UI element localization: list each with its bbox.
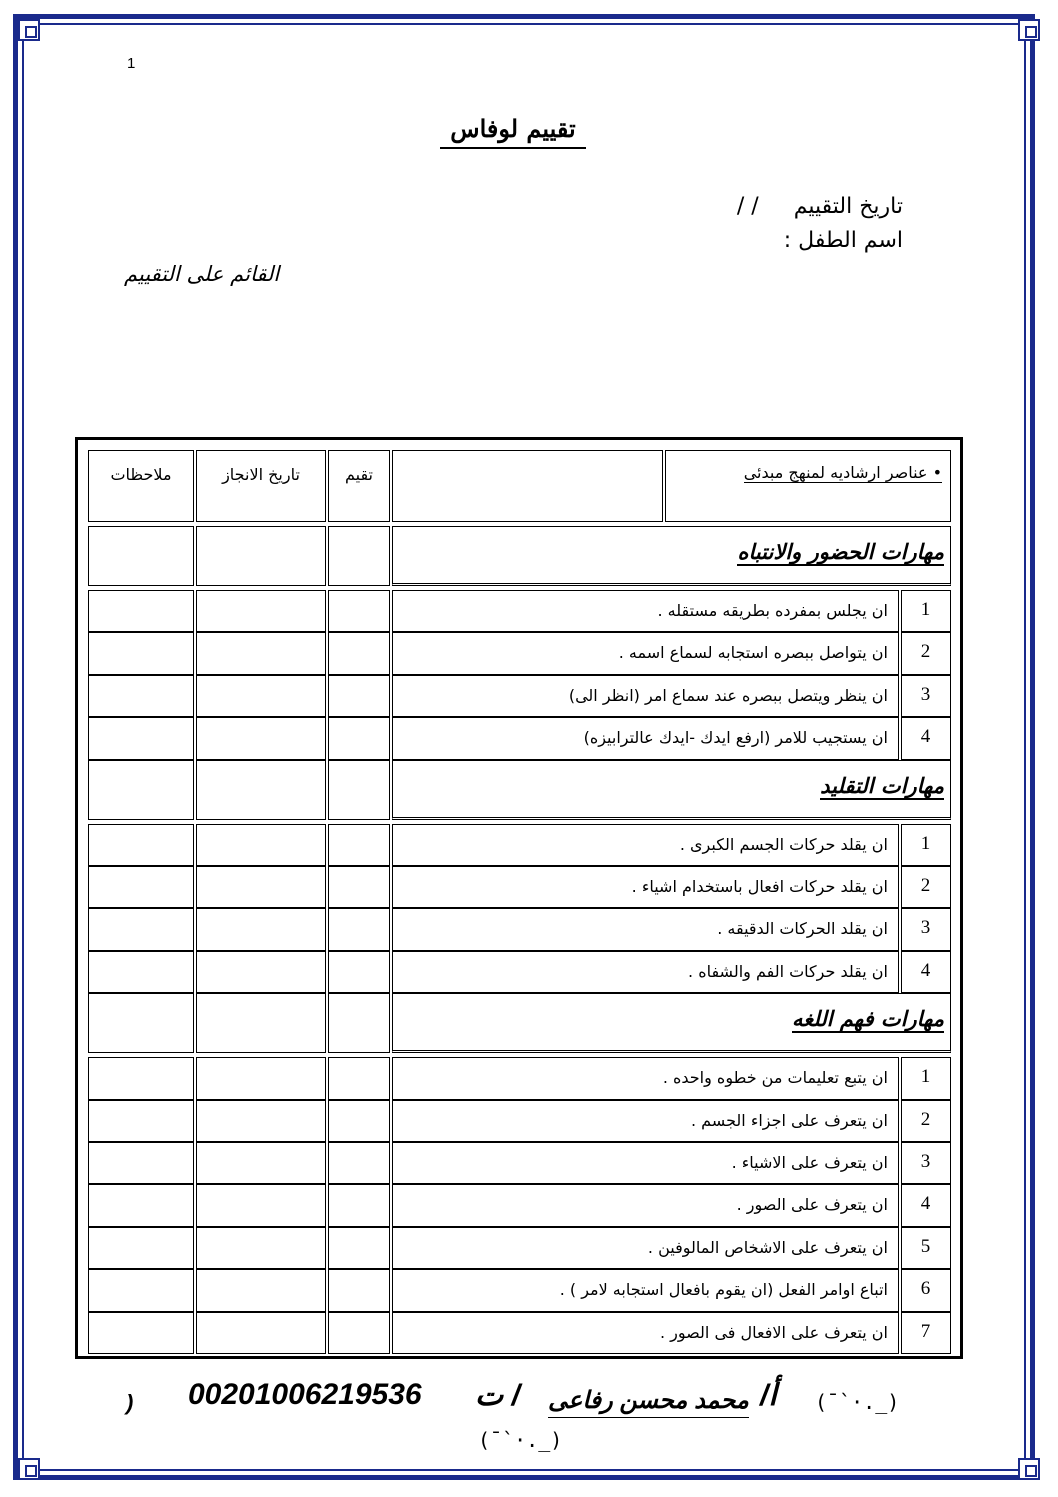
header-date-label: تاريخ الانجاز <box>222 465 300 484</box>
header-notes-cell <box>88 450 194 522</box>
header-date-cell <box>196 450 326 522</box>
item-text: اتباع اوامر الفعل (ان يقوم بافعال استجابه لامر ) . <box>559 1280 888 1300</box>
border-corner-ornament <box>1018 19 1040 41</box>
item-number-cell <box>901 717 951 759</box>
item-text: ان يقلد الحركات الدقيقه . <box>717 919 888 939</box>
table-row <box>392 1312 899 1354</box>
item-number-cell <box>901 632 951 674</box>
item-number: 7 <box>920 1320 931 1342</box>
item-number-cell <box>901 1142 951 1184</box>
section-header-cell <box>392 760 951 820</box>
notes-cell[interactable] <box>88 632 194 674</box>
header-rating-label: تقيم <box>344 465 374 484</box>
page-title: تقييم لوفاس <box>440 114 586 149</box>
date-cell[interactable] <box>196 1312 326 1354</box>
rating-cell[interactable] <box>328 760 390 820</box>
item-text: ان يجلس بمفرده بطريقه مستقله . <box>657 601 888 620</box>
table-row <box>392 675 899 717</box>
notes-cell[interactable] <box>88 1184 194 1226</box>
item-text: ان يتعرف على الاشخاص المالوفين . <box>647 1237 888 1257</box>
table-row <box>392 951 899 993</box>
item-number: 2 <box>920 1108 931 1130</box>
table-row <box>392 590 899 632</box>
child-name-label: اسم الطفل : <box>783 228 903 253</box>
page-number: 1 <box>127 55 136 72</box>
header-main-cell <box>665 450 951 522</box>
table-row <box>392 1142 899 1184</box>
table-row <box>392 717 899 759</box>
border-corner-ornament <box>18 19 40 41</box>
date-cell[interactable] <box>196 1142 326 1184</box>
footer-emoticon-second: (¯`·._) <box>478 1428 563 1452</box>
notes-cell[interactable] <box>88 590 194 632</box>
item-number: 5 <box>920 1235 931 1257</box>
date-cell[interactable] <box>196 590 326 632</box>
item-number-cell <box>901 1100 951 1142</box>
item-text: ان يتعرف على اجزاء الجسم . <box>690 1110 888 1130</box>
date-cell[interactable] <box>196 760 326 820</box>
footer-author: محمد محسن رفاعى <box>548 1386 749 1418</box>
rating-cell[interactable] <box>328 951 390 993</box>
date-cell[interactable] <box>196 717 326 759</box>
notes-cell[interactable] <box>88 526 194 586</box>
item-text: ان يقلد حركات افعال باستخدام اشياء . <box>631 877 888 896</box>
evaluation-date-field[interactable]: / / <box>736 194 759 219</box>
item-number-cell <box>901 1057 951 1099</box>
item-number: 1 <box>920 1066 931 1088</box>
date-cell[interactable] <box>196 526 326 586</box>
notes-cell[interactable] <box>88 951 194 993</box>
notes-cell[interactable] <box>88 824 194 866</box>
item-number: 3 <box>920 1151 931 1172</box>
rating-cell[interactable] <box>328 1227 390 1269</box>
rating-cell[interactable] <box>328 1184 390 1226</box>
section-header-cell <box>392 993 951 1053</box>
table-row <box>392 824 899 866</box>
item-text: ان يتعرف على الاشياء . <box>731 1153 888 1172</box>
header-rating-cell <box>328 450 390 522</box>
header-notes-label: ملاحظات <box>110 465 172 484</box>
table-row <box>392 1227 899 1269</box>
item-number-cell <box>901 1184 951 1226</box>
item-text: ان يتبع تعليمات من خطوه واحده . <box>662 1068 888 1088</box>
border-corner-ornament <box>1018 1458 1040 1480</box>
notes-cell[interactable] <box>88 1269 194 1311</box>
item-number-cell <box>901 590 951 632</box>
item-number: 1 <box>920 599 931 620</box>
date-cell[interactable] <box>196 908 326 950</box>
rating-cell[interactable] <box>328 824 390 866</box>
item-text: ان يقلد حركات الجسم الكبرى . <box>679 834 888 854</box>
section-title: مهارات الحضور والانتباه <box>737 539 944 564</box>
footer-emoticon: (¯`·._) <box>815 1390 900 1414</box>
table-row <box>392 632 899 674</box>
evaluation-table <box>75 437 963 1359</box>
date-cell[interactable] <box>196 675 326 717</box>
footer-tel-label: / ت <box>475 1379 520 1412</box>
evaluator-label: القائم على التقييم <box>124 262 280 286</box>
item-number: 4 <box>920 959 931 981</box>
border-corner-ornament <box>18 1458 40 1480</box>
table-row <box>392 1100 899 1142</box>
date-cell[interactable] <box>196 1269 326 1311</box>
rating-cell[interactable] <box>328 632 390 674</box>
item-number-cell <box>901 1312 951 1354</box>
notes-cell[interactable] <box>88 760 194 820</box>
rating-cell[interactable] <box>328 1312 390 1354</box>
item-text: ان يتواصل ببصره استجابه لسماع اسمه . <box>618 643 888 663</box>
date-cell[interactable] <box>196 1184 326 1226</box>
rating-cell[interactable] <box>328 717 390 759</box>
notes-cell[interactable] <box>88 675 194 717</box>
date-cell[interactable] <box>196 1227 326 1269</box>
date-cell[interactable] <box>196 632 326 674</box>
header-blank-cell <box>392 450 663 522</box>
section-header-cell <box>392 526 951 586</box>
notes-cell[interactable] <box>88 717 194 759</box>
item-number-cell <box>901 951 951 993</box>
table-row <box>392 908 899 950</box>
item-number: 3 <box>920 683 931 705</box>
notes-cell[interactable] <box>88 1142 194 1184</box>
table-row <box>392 1057 899 1099</box>
evaluation-date-row <box>737 194 903 219</box>
item-number: 2 <box>920 641 931 663</box>
table-row <box>392 866 899 908</box>
item-number-cell <box>901 1269 951 1311</box>
item-number-cell <box>901 908 951 950</box>
notes-cell[interactable] <box>88 993 194 1053</box>
evaluation-date-label: تاريخ التقييم <box>793 194 903 219</box>
notes-cell[interactable] <box>88 1057 194 1099</box>
item-number: 4 <box>920 726 931 748</box>
table-row <box>392 1269 899 1311</box>
item-number: 1 <box>920 832 931 854</box>
rating-cell[interactable] <box>328 1142 390 1184</box>
rating-cell[interactable] <box>328 590 390 632</box>
item-number-cell <box>901 824 951 866</box>
table-row <box>392 1184 899 1226</box>
date-cell[interactable] <box>196 1100 326 1142</box>
rating-cell[interactable] <box>328 1269 390 1311</box>
item-text: ان يستجيب للامر (ارفع ايدك -ايدك عالترابيزه) <box>583 728 888 748</box>
rating-cell[interactable] <box>328 866 390 908</box>
item-number: 2 <box>920 875 931 896</box>
notes-cell[interactable] <box>88 866 194 908</box>
section-title: مهارات فهم اللغه <box>792 1006 944 1032</box>
item-text: ان يقلد حركات الفم والشفاه . <box>688 961 888 981</box>
date-cell[interactable] <box>196 1057 326 1099</box>
footer-open-paren: ) <box>126 1390 134 1415</box>
date-cell[interactable] <box>196 866 326 908</box>
item-text: ان يتعرف على الصور . <box>736 1195 888 1215</box>
rating-cell[interactable] <box>328 526 390 586</box>
item-text: ان ينظر ويتصل ببصره عند سماع امر (انظر الى) <box>568 685 888 705</box>
rating-cell[interactable] <box>328 675 390 717</box>
notes-cell[interactable] <box>88 908 194 950</box>
date-cell[interactable] <box>196 993 326 1053</box>
notes-cell[interactable] <box>88 1227 194 1269</box>
section-title: مهارات التقليد <box>820 772 944 798</box>
item-number: 6 <box>920 1278 931 1300</box>
date-cell[interactable] <box>196 951 326 993</box>
item-text: ان يتعرف على الافعال فى الصور . <box>660 1322 888 1342</box>
item-number: 4 <box>920 1193 931 1215</box>
rating-cell[interactable] <box>328 1057 390 1099</box>
rating-cell[interactable] <box>328 908 390 950</box>
item-number: 3 <box>920 917 931 939</box>
notes-cell[interactable] <box>88 1100 194 1142</box>
notes-cell[interactable] <box>88 1312 194 1354</box>
item-number-cell <box>901 675 951 717</box>
header-main-label: • عناصر ارشاديه لمنهج مبدئى <box>743 463 942 482</box>
date-cell[interactable] <box>196 824 326 866</box>
rating-cell[interactable] <box>328 993 390 1053</box>
footer-phone: 00201006219536 <box>188 1378 422 1411</box>
item-number-cell <box>901 1227 951 1269</box>
footer-author-prefix: أ/ <box>760 1379 777 1412</box>
item-number-cell <box>901 866 951 908</box>
rating-cell[interactable] <box>328 1100 390 1142</box>
